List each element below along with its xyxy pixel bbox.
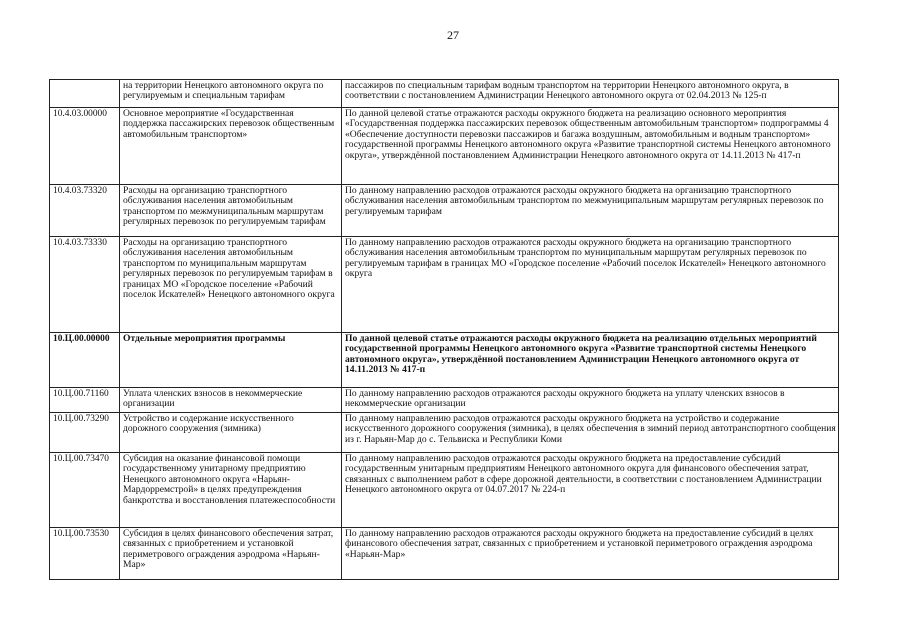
table-row [50, 108, 839, 185]
table-row [50, 528, 839, 580]
row-code: 10.Ц.00.73470 [50, 453, 120, 528]
row-name: Субсидия на оказание финансовой помощи государственному унитарному предприятию Ненецкого автономного округа «Нарьян-Мардорремстрой» в целях предупреждения банкротства и восстановления платежеспособности [120, 453, 342, 528]
row-description: По данному направлению расходов отражаются расходы окружного бюджета на уплату членских взносов в некоммерческие организации [342, 388, 839, 413]
row-description: пассажиров по специальным тарифам водным транспортом на территории Ненецкого автономного округа, в соответствии с постановлением Администрации Ненецкого автономного округа от 02.04.2013 № 125-п [342, 80, 839, 108]
table-row [50, 333, 839, 388]
table-row [50, 413, 839, 453]
row-description: По данной целевой статье отражаются расходы окружного бюджета на реализацию основного мероприятия «Государственная поддержка пассажирских перевозок общественным автомобильным транспортом» подпрограммы 4 «Обеспечение доступности перевозки пассажиров и багажа воздушным, автомобильным и водным транспортом» государственной программы Ненецкого автономного округа «Развитие транспортной системы Ненецкого автономного округа», утверждённой постановлением Администрации Ненецкого автономного округа от 14.11.2013 № 417-п [342, 108, 839, 185]
row-code: 10.Ц.00.00000 [50, 333, 120, 388]
row-name: на территории Ненецкого автономного округа по регулируемым и специальным тарифам [120, 80, 342, 108]
budget-classification-table [49, 79, 839, 580]
row-description: По данному направлению расходов отражаются расходы окружного бюджета на устройство и содержание искусственного дорожного сооружения (зимника), в целях обеспечения в зимний период автотранспортного сообщения из г. Нарьян-Мар до с. Тельвиска и Республики Коми [342, 413, 839, 453]
row-name: Субсидия в целях финансового обеспечения затрат, связанных с приобретением и установкой периметрового ограждения аэродрома «Нарьян-Мар» [120, 528, 342, 580]
row-name: Уплата членских взносов в некоммерческие организации [120, 388, 342, 413]
row-description: По данному направлению расходов отражаются расходы окружного бюджета на организацию транспортного обслуживания населения автомобильным транспортом по муниципальным маршрутам регулярных перевозок по регулируемым тарифам в границах МО «Городское поселение «Рабочий поселок Искателей» Ненецкого автономного округа [342, 237, 839, 333]
row-description: По данной целевой статье отражаются расходы окружного бюджета на реализацию отдельных мероприятий государственной программы Ненецкого автономного округа «Развитие транспортной системы Ненецкого автономного округа», утверждённой постановлением Администрации Ненецкого автономного округа от 14.11.2013 № 417-п [342, 333, 839, 388]
table-row [50, 388, 839, 413]
row-code: 10.4.03.73330 [50, 237, 120, 333]
row-code: 10.4.03.00000 [50, 108, 120, 185]
table-row [50, 80, 839, 108]
row-description: По данному направлению расходов отражаются расходы окружного бюджета на организацию транспортного обслуживания населения автомобильным транспортом по межмуниципальным маршрутам регулярных перевозок по регулируемым тарифам [342, 185, 839, 237]
row-code: 10.Ц.00.71160 [50, 388, 120, 413]
row-name: Устройство и содержание искусственного дорожного сооружения (зимника) [120, 413, 342, 453]
row-code: 10.Ц.00.73290 [50, 413, 120, 453]
row-name: Отдельные мероприятия программы [120, 333, 342, 388]
table-row [50, 237, 839, 333]
row-code: 10.4.03.73320 [50, 185, 120, 237]
row-description: По данному направлению расходов отражаются расходы окружного бюджета на предоставление субсидий в целях финансового обеспечения затрат, связанных с приобретением и установкой периметрового ограждения аэродрома «Нарьян-Мар» [342, 528, 839, 580]
row-description: По данному направлению расходов отражаются расходы окружного бюджета на предоставление субсидий государственным унитарным предприятиям Ненецкого автономного округа для финансового обеспечения затрат, связанных с выполнением работ в сфере дорожной деятельности, в соответствии с постановлением Администрации Ненецкого автономного округа от 04.07.2017 № 224-п [342, 453, 839, 528]
row-name: Расходы на организацию транспортного обслуживания населения автомобильным транспортом по межмуниципальным маршрутам регулярных перевозок по регулируемым тарифам [120, 185, 342, 237]
row-code: 10.Ц.00.73530 [50, 528, 120, 580]
row-code [50, 80, 120, 108]
row-name: Основное мероприятие «Государственная поддержка пассажирских перевозок общественным автомобильным транспортом» [120, 108, 342, 185]
page-number: 27 [447, 28, 459, 42]
table-row [50, 185, 839, 237]
table-row [50, 453, 839, 528]
row-name: Расходы на организацию транспортного обслуживания населения автомобильным транспортом по муниципальным маршрутам регулярных перевозок по регулируемым тарифам в границах МО «Городское поселение «Рабочий поселок Искателей» Ненецкого автономного округа [120, 237, 342, 333]
